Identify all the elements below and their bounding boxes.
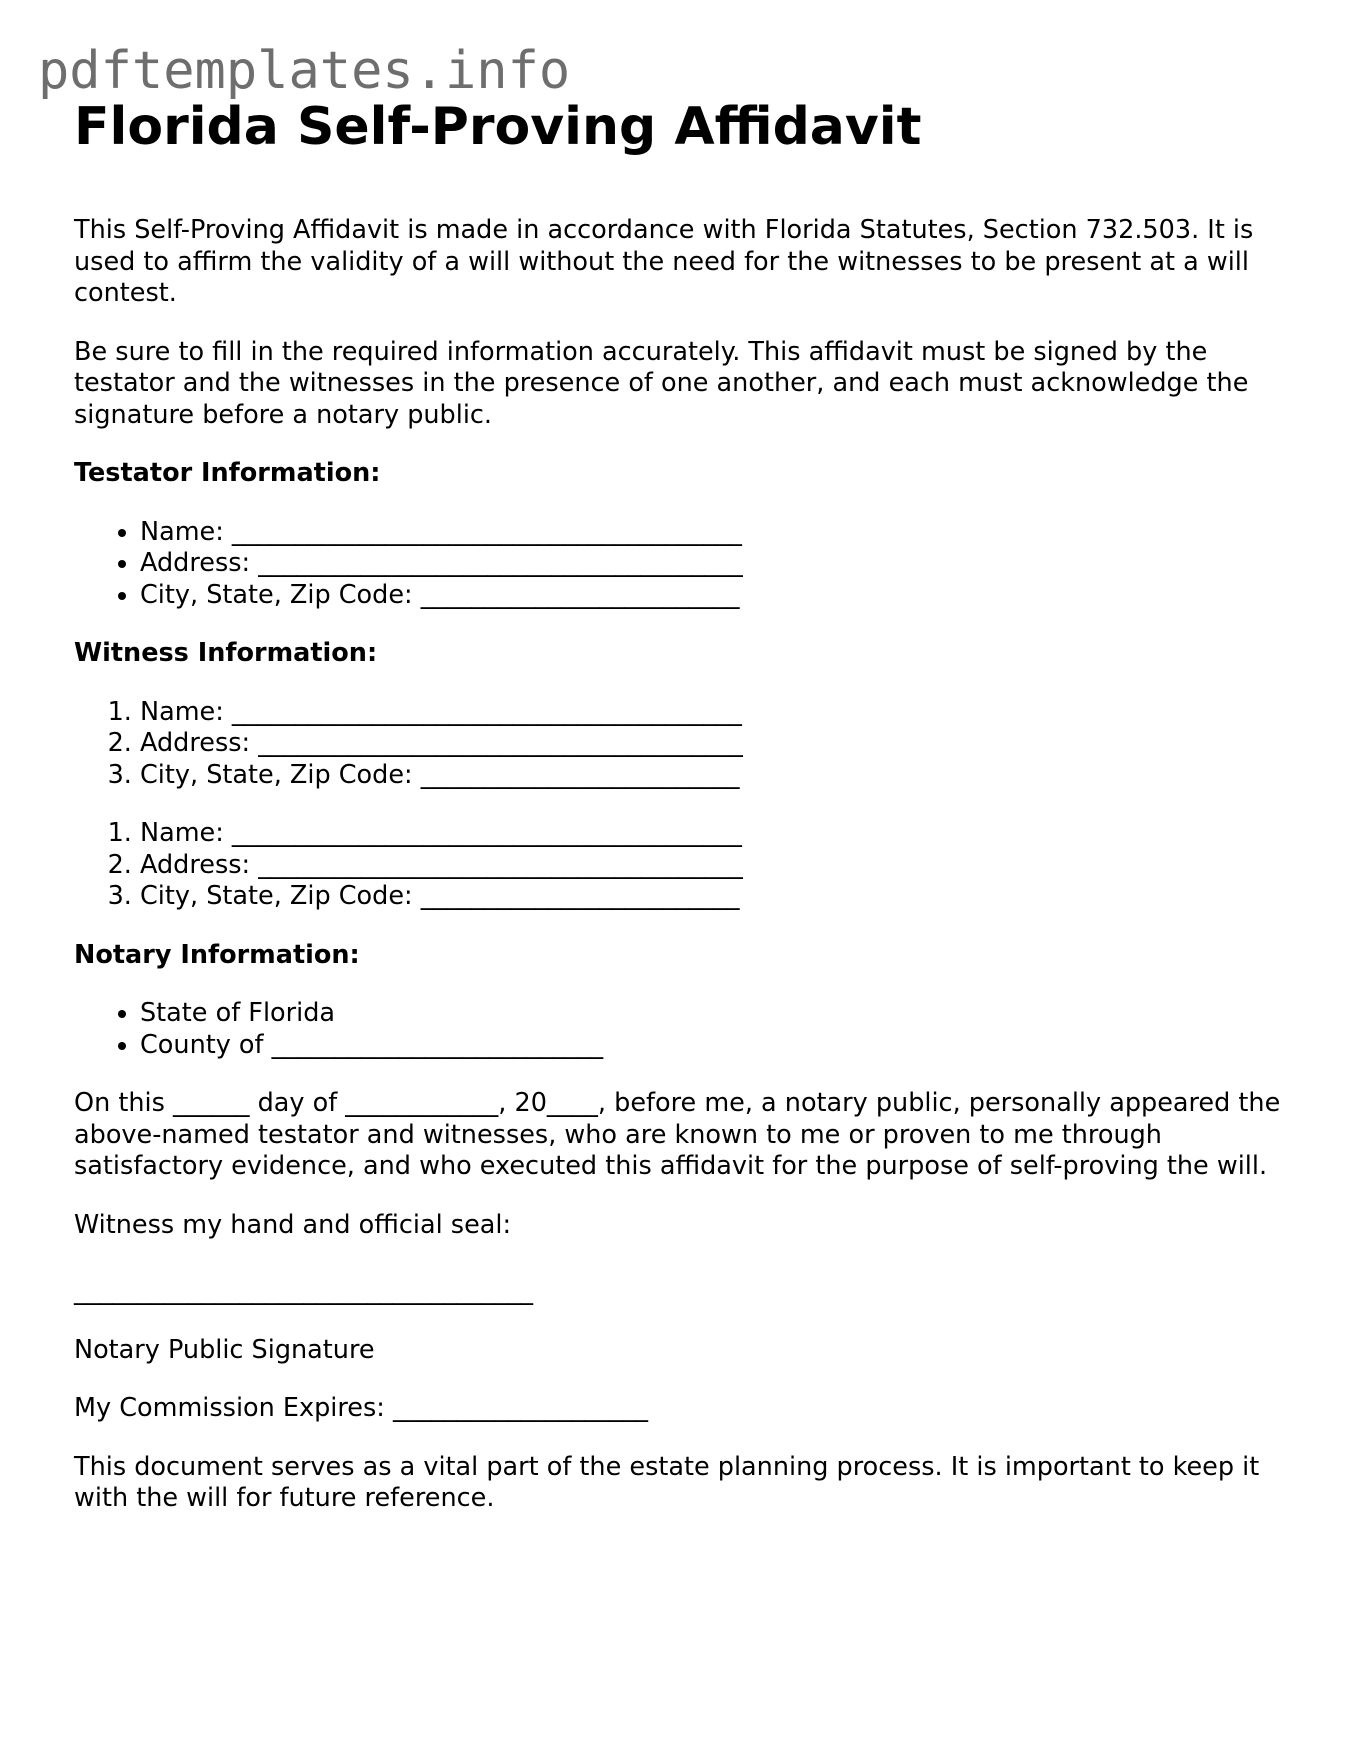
notary-county-field[interactable]: • County of __________________________: [140, 1030, 1289, 1062]
intro-paragraph-1: This Self-Proving Affidavit is made in accordance with Florida Statutes, Section 732.503. It is used to affirm the validity of a will without the need for the witnesses to be present at a will contest.: [74, 215, 1254, 308]
intro-paragraph-2: Be sure to fill in the required information accurately. This affidavit must be signed by the testator and the witnesses in the presence of one another, and each must acknowledge the signature before a notary public.: [74, 336, 1249, 430]
document-page: [74, 92, 1289, 1515]
document-title: Florida Self-Proving Affidavit: [74, 97, 922, 157]
testator-name-field[interactable]: • Name: ________________________________________: [140, 517, 1289, 549]
notary-heading: Notary Information:: [74, 939, 360, 970]
testator-city-state-zip-field[interactable]: • City, State, Zip Code: _________________________: [140, 580, 1289, 612]
witness-1-name-field[interactable]: 1. Name: ________________________________________: [140, 697, 1289, 729]
witness-heading: Witness Information:: [74, 638, 378, 668]
closing-paragraph: This document serves as a vital part of the estate planning process. It is important to keep it with the will for future reference.: [74, 1451, 1260, 1513]
testator-list: [74, 517, 1289, 612]
testator-heading: Testator Information:: [74, 458, 381, 488]
witness-2-city-state-zip-field[interactable]: 3. City, State, Zip Code: _________________________: [140, 881, 1289, 913]
witness-hand-seal: Witness my hand and official seal:: [74, 1209, 512, 1240]
witness-2-list: [74, 818, 1289, 913]
notary-statement[interactable]: On this ______ day of ____________, 20____, before me, a notary public, personally appeared the above-named testator and witnesses, who are known to me or proven to me through satisfactory evidence, and who executed this affidavit for the purpose of self-proving the will.: [74, 1088, 1281, 1181]
notary-list: [74, 998, 1289, 1061]
testator-address-field[interactable]: • Address: ______________________________________: [140, 548, 1289, 580]
witness-2-address-field[interactable]: 2. Address: ______________________________________: [140, 850, 1289, 882]
witness-1-list: [74, 697, 1289, 792]
witness-1-city-state-zip-field[interactable]: 3. City, State, Zip Code: _________________________: [140, 760, 1289, 792]
watermark: pdftemplates.info: [38, 41, 571, 101]
notary-state: • State of Florida: [140, 998, 1289, 1030]
witness-2-name-field[interactable]: 1. Name: ________________________________________: [140, 818, 1289, 850]
notary-signature-line[interactable]: ____________________________________: [74, 1276, 533, 1306]
commission-expires-field[interactable]: My Commission Expires: ____________________: [74, 1393, 648, 1423]
notary-signature-label: Notary Public Signature: [74, 1334, 375, 1365]
witness-1-address-field[interactable]: 2. Address: ______________________________________: [140, 728, 1289, 760]
